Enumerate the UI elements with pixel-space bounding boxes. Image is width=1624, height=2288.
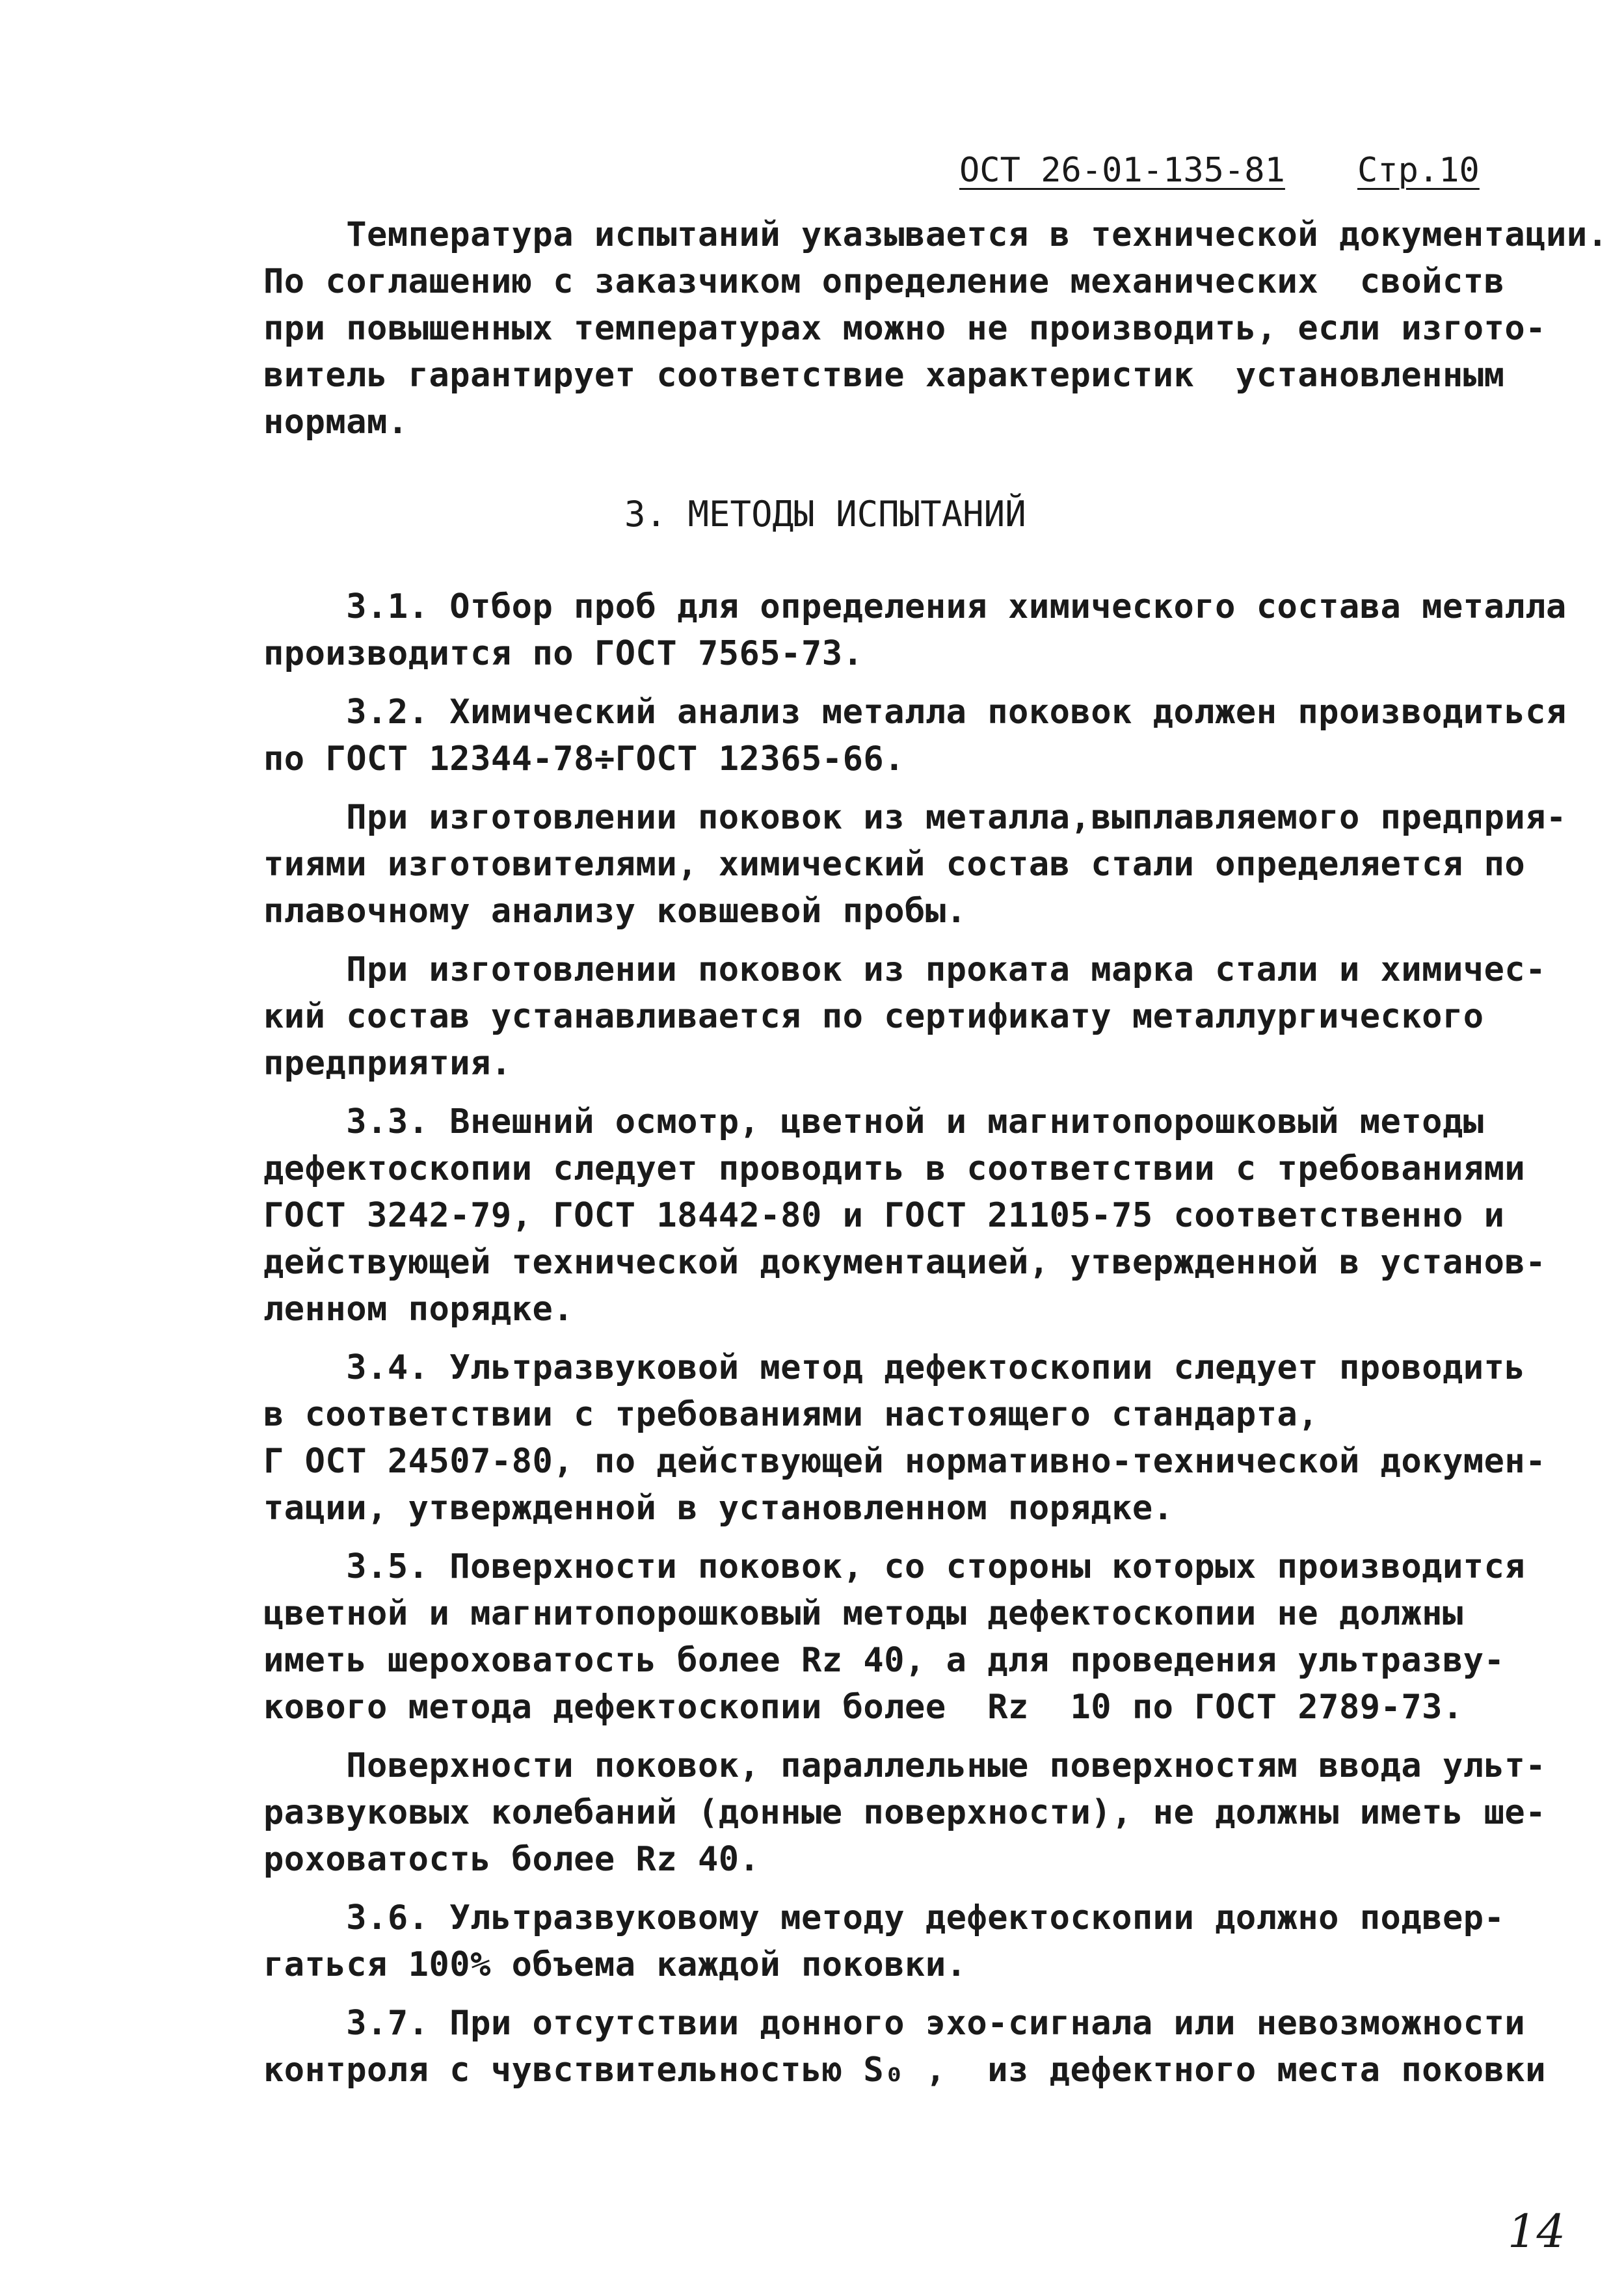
text-line: ГОСТ 3242-79, ГОСТ 18442-80 и ГОСТ 21105-75 соответственно и xyxy=(263,1196,1505,1235)
paragraph-3-2 xyxy=(263,689,1567,782)
paragraph-3-3 xyxy=(263,1098,1547,1333)
text-line: 3.2. Химический анализ металла поковок должен производиться xyxy=(263,693,1567,732)
text-line: гаться 100% объема каждой поковки. xyxy=(263,1945,967,1984)
text-line: по ГОСТ 12344-78÷ГОСТ 12365-66. xyxy=(263,739,905,778)
text-line: действующей технической документацией, утвержденной в установ- xyxy=(263,1243,1547,1282)
page-number-label: Стр.10 xyxy=(1357,151,1480,190)
paragraph-intro xyxy=(263,211,1608,446)
paragraph-3-2-rolled xyxy=(263,946,1547,1087)
text-line: 3.3. Внешний осмотр, цветной и магнитопорошковый методы xyxy=(263,1102,1484,1141)
text-line: кового метода дефектоскопии более Rz 10 по ГОСТ 2789-73. xyxy=(263,1688,1463,1727)
text-line: Температура испытаний указывается в технической документации. xyxy=(263,215,1608,254)
document-code: ОСТ 26-01-135-81 xyxy=(959,151,1285,190)
text-line: цветной и магнитопорошковый методы дефектоскопии не должны xyxy=(263,1594,1463,1633)
text-line: Г ОСТ 24507-80, по действующей нормативно-технической докумен- xyxy=(263,1442,1547,1481)
paragraph-3-5-bottom xyxy=(263,1742,1547,1883)
text-line: Поверхности поковок, параллельные поверхностям ввода ульт- xyxy=(263,1746,1547,1785)
text-line: контроля с чувствительностью S₀ , из дефектного места поковки xyxy=(263,2051,1547,2090)
paragraph-3-1 xyxy=(263,583,1567,677)
text-line: тиями изготовителями, химический состав стали определяется по xyxy=(263,845,1526,884)
text-line: витель гарантирует соответствие характеристик установленным xyxy=(263,356,1505,395)
paragraph-3-2-melt xyxy=(263,794,1567,935)
text-line: дефектоскопии следует проводить в соответствии с требованиями xyxy=(263,1149,1526,1188)
text-line: При изготовлении поковок из проката марка стали и химичес- xyxy=(263,950,1547,989)
text-line: плавочному анализу ковшевой пробы. xyxy=(263,892,967,931)
text-line: 3.5. Поверхности поковок, со стороны которых производится xyxy=(263,1547,1526,1586)
paragraph-3-4 xyxy=(263,1344,1547,1532)
text-line: иметь шероховатость более Rz 40, а для проведения ультразву- xyxy=(263,1641,1505,1680)
handwritten-page-number: 14 xyxy=(1508,2205,1566,2258)
text-line: предприятия. xyxy=(263,1044,512,1083)
text-line: 3.6. Ультразвуковому методу дефектоскопии должно подвер- xyxy=(263,1898,1505,1937)
text-line: 3.7. При отсутствии донного эхо-сигнала или невозможности xyxy=(263,2004,1526,2043)
paragraph-3-7 xyxy=(263,2000,1547,2094)
text-line: нормам. xyxy=(263,403,408,442)
text-line: При изготовлении поковок из металла,выплавляемого предприя- xyxy=(263,798,1567,837)
text-line: тации, утвержденной в установленном порядке. xyxy=(263,1489,1174,1528)
text-line: ленном порядке. xyxy=(263,1290,574,1329)
text-line: развуковых колебаний (донные поверхности), не должны иметь ше- xyxy=(263,1793,1547,1832)
text-line: производится по ГОСТ 7565-73. xyxy=(263,634,864,673)
text-line: в соответствии с требованиями настоящего стандарта, xyxy=(263,1395,1319,1434)
text-line: По соглашению с заказчиком определение механических свойств xyxy=(263,262,1505,301)
text-line: при повышенных температурах можно не производить, если изгото- xyxy=(263,309,1547,348)
paragraph-3-5 xyxy=(263,1543,1526,1731)
paragraph-3-6 xyxy=(263,1895,1505,1988)
page-header xyxy=(959,151,1480,196)
section-title: 3. МЕТОДЫ ИСПЫТАНИЙ xyxy=(624,494,1026,535)
document-body xyxy=(263,211,1608,2094)
text-line: кий состав устанавливается по сертификату металлургического xyxy=(263,997,1484,1036)
text-line: 3.1. Отбор проб для определения химического состава металла xyxy=(263,587,1567,626)
text-line: роховатость более Rz 40. xyxy=(263,1840,760,1879)
text-line: 3.4. Ультразвуковой метод дефектоскопии следует проводить xyxy=(263,1348,1526,1387)
